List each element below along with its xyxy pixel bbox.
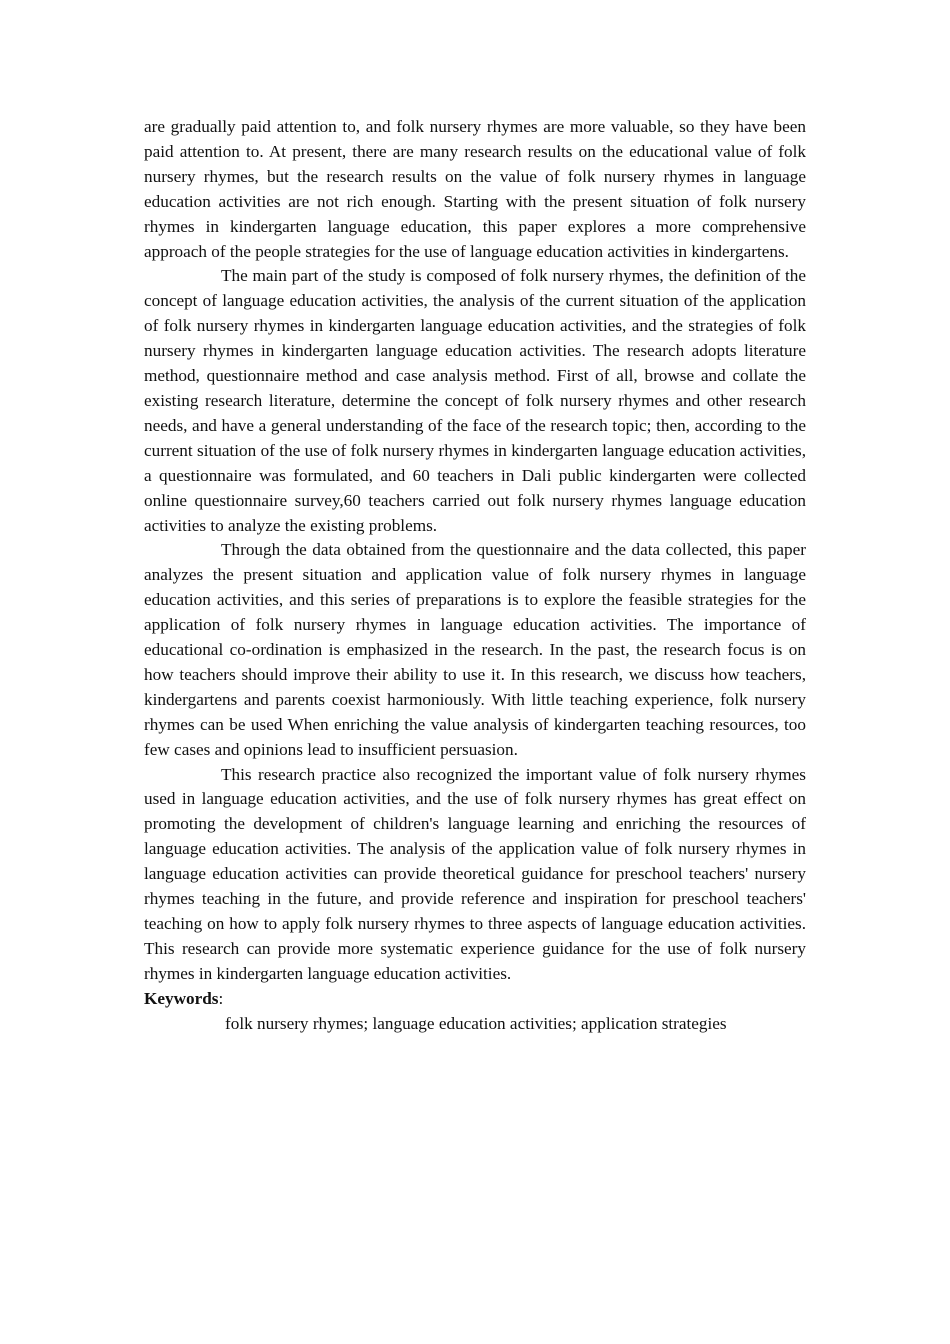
keywords-separator: :	[218, 988, 224, 1008]
abstract-paragraph-4: This research practice also recognized the important value of folk nursery rhymes used in language education activities, and the use of folk nursery rhymes has great effect on promoting the development of children's language learning and enriching the resources of language education activities. The analysis of the application value of folk nursery rhymes in language education activities can provide theoretical guidance for preschool teachers' nursery rhymes teaching in the future, and provide reference and inspiration for preschool teachers' teaching on how to apply folk nursery rhymes to three aspects of language education activities. This research can provide more systematic experience guidance for the use of folk nursery rhymes in kindergarten language education activities.	[144, 764, 806, 983]
abstract-body	[144, 115, 806, 1037]
keywords-heading	[144, 987, 806, 1012]
abstract-paragraph-3: Through the data obtained from the questionnaire and the data collected, this paper analyzes the present situation and application value of folk nursery rhymes in language education activities, and this series of preparations is to explore the feasible strategies for the application of folk nursery rhymes in language education activities. The importance of educational co-ordination is emphasized in the research. In the past, the research focus is on how teachers should improve their ability to use it. In this research, we discuss how teachers, kindergartens and parents coexist harmoniously. With little teaching experience, folk nursery rhymes can be used When enriching the value analysis of kindergarten teaching resources, too few cases and opinions lead to insufficient persuasion.	[144, 540, 806, 759]
abstract-paragraph-1: are gradually paid attention to, and folk nursery rhymes are more valuable, so they have been paid attention to. At present, there are many research results on the educational value of folk nursery rhymes, but the research results on the value of folk nursery rhymes in language education activities are not rich enough. Starting with the present situation of folk nursery rhymes in kindergarten language education, this paper explores a more comprehensive approach of the people strategies for the use of language education activities in kindergartens.	[144, 117, 806, 261]
abstract-paragraph-2: The main part of the study is composed of folk nursery rhymes, the definition of the concept of language education activities, the analysis of the current situation of the application of folk nursery rhymes in kindergarten language education activities, and the strategies of folk nursery rhymes in kindergarten language education activities. The research adopts literature method, questionnaire method and case analysis method. First of all, browse and collate the existing research literature, determine the concept of folk nursery rhymes and other research needs, and have a general understanding of the face of the research topic; then, according to the current situation of the use of folk nursery rhymes in kindergarten language education activities, a questionnaire was formulated, and 60 teachers in Dali public kindergarten were collected online questionnaire survey,60 teachers carried out folk nursery rhymes language education activities to analyze the existing problems.	[144, 266, 806, 535]
keywords-list: folk nursery rhymes; language education activities; application strategies	[225, 1013, 727, 1033]
keywords-label: Keywords	[144, 988, 219, 1008]
